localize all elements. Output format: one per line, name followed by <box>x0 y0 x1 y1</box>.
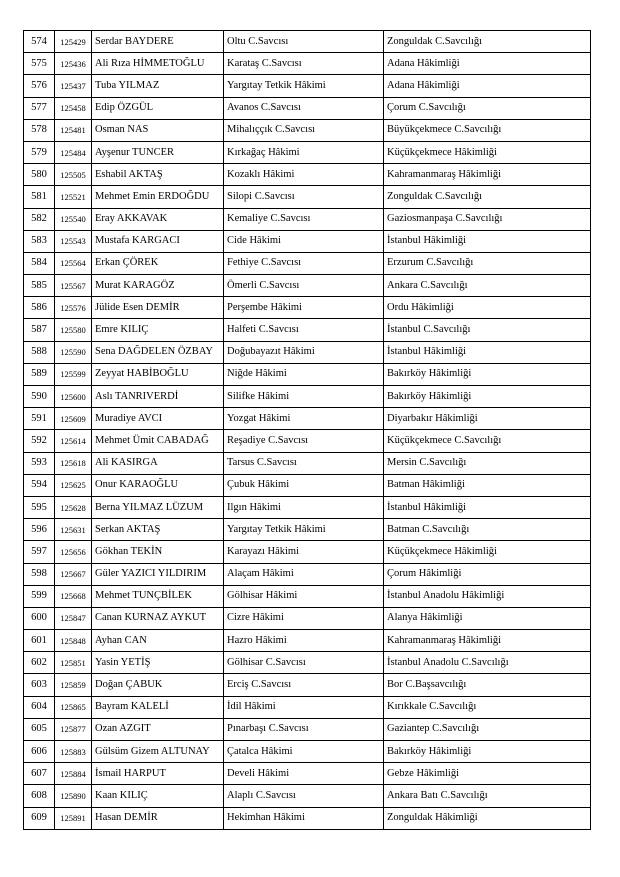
current-post-cell: Perşembe Hâkimi <box>224 297 384 319</box>
new-post-cell: Bakırköy Hâkimliği <box>384 741 591 763</box>
person-name-cell: Yasin YETİŞ <box>92 652 224 674</box>
current-post-cell: Yargıtay Tetkik Hâkimi <box>224 75 384 97</box>
current-post-cell: Erciş C.Savcısı <box>224 674 384 696</box>
new-post-cell: Ordu Hâkimliği <box>384 297 591 319</box>
registry-number-cell: 125628 <box>55 496 92 518</box>
table-row <box>24 452 591 474</box>
row-number-cell: 579 <box>24 141 55 163</box>
person-name-cell: Mehmet Ümit CABADAĞ <box>92 430 224 452</box>
registry-number-cell: 125543 <box>55 230 92 252</box>
person-name-cell: Ali KASIRGA <box>92 452 224 474</box>
row-number-cell: 575 <box>24 53 55 75</box>
table-row <box>24 785 591 807</box>
registry-number-cell: 125625 <box>55 474 92 496</box>
registry-number-cell: 125481 <box>55 119 92 141</box>
table-row <box>24 630 591 652</box>
person-name-cell: Berna YILMAZ LÜZUM <box>92 496 224 518</box>
current-post-cell: Pınarbaşı C.Savcısı <box>224 718 384 740</box>
person-name-cell: Zeyyat HABİBOĞLU <box>92 363 224 385</box>
new-post-cell: Gaziosmanpaşa C.Savcılığı <box>384 208 591 230</box>
person-name-cell: Edip ÖZGÜL <box>92 97 224 119</box>
registry-number-cell: 125859 <box>55 674 92 696</box>
current-post-cell: Develi Hâkimi <box>224 763 384 785</box>
registry-number-cell: 125505 <box>55 164 92 186</box>
row-number-cell: 600 <box>24 607 55 629</box>
person-name-cell: Bayram KALELİ <box>92 696 224 718</box>
row-number-cell: 606 <box>24 741 55 763</box>
table-row <box>24 763 591 785</box>
new-post-cell: Küçükçekmece Hâkimliği <box>384 541 591 563</box>
current-post-cell: Hekimhan Hâkimi <box>224 807 384 829</box>
current-post-cell: Ömerli C.Savcısı <box>224 275 384 297</box>
current-post-cell: Gölhisar C.Savcısı <box>224 652 384 674</box>
row-number-cell: 609 <box>24 807 55 829</box>
registry-number-cell: 125890 <box>55 785 92 807</box>
row-number-cell: 584 <box>24 252 55 274</box>
person-name-cell: Ayhan CAN <box>92 630 224 652</box>
new-post-cell: Bor C.Başsavcılığı <box>384 674 591 696</box>
registry-number-cell: 125614 <box>55 430 92 452</box>
registry-number-cell: 125564 <box>55 252 92 274</box>
table-row <box>24 186 591 208</box>
new-post-cell: Alanya Hâkimliği <box>384 607 591 629</box>
table-row <box>24 208 591 230</box>
table-row <box>24 341 591 363</box>
new-post-cell: Diyarbakır Hâkimliği <box>384 408 591 430</box>
current-post-cell: Çubuk Hâkimi <box>224 474 384 496</box>
current-post-cell: Yozgat Hâkimi <box>224 408 384 430</box>
table-row <box>24 519 591 541</box>
person-name-cell: Sena DAĞDELEN ÖZBAY <box>92 341 224 363</box>
table-row <box>24 474 591 496</box>
table-row <box>24 97 591 119</box>
registry-number-cell: 125884 <box>55 763 92 785</box>
new-post-cell: Ankara Batı C.Savcılığı <box>384 785 591 807</box>
new-post-cell: Küçükçekmece Hâkimliği <box>384 141 591 163</box>
table-row <box>24 252 591 274</box>
person-name-cell: Eray AKKAVAK <box>92 208 224 230</box>
registry-number-cell: 125667 <box>55 563 92 585</box>
current-post-cell: Cizre Hâkimi <box>224 607 384 629</box>
current-post-cell: Karayazı Hâkimi <box>224 541 384 563</box>
table-row <box>24 386 591 408</box>
registry-number-cell: 125847 <box>55 607 92 629</box>
row-number-cell: 605 <box>24 718 55 740</box>
new-post-cell: Kahramanmaraş Hâkimliği <box>384 630 591 652</box>
registry-number-cell: 125540 <box>55 208 92 230</box>
row-number-cell: 592 <box>24 430 55 452</box>
current-post-cell: Çatalca Hâkimi <box>224 741 384 763</box>
current-post-cell: Karataş C.Savcısı <box>224 53 384 75</box>
row-number-cell: 580 <box>24 164 55 186</box>
current-post-cell: Mihalıççık C.Savcısı <box>224 119 384 141</box>
person-name-cell: Doğan ÇABUK <box>92 674 224 696</box>
row-number-cell: 596 <box>24 519 55 541</box>
registry-number-cell: 125877 <box>55 718 92 740</box>
person-name-cell: Hasan DEMİR <box>92 807 224 829</box>
current-post-cell: Alaçam Hâkimi <box>224 563 384 585</box>
new-post-cell: İstanbul Hâkimliği <box>384 230 591 252</box>
person-name-cell: Güler YAZICI YILDIRIM <box>92 563 224 585</box>
current-post-cell: Halfeti C.Savcısı <box>224 319 384 341</box>
current-post-cell: İdil Hâkimi <box>224 696 384 718</box>
person-name-cell: Muradiye AVCI <box>92 408 224 430</box>
table-row <box>24 119 591 141</box>
row-number-cell: 585 <box>24 275 55 297</box>
table-row <box>24 807 591 829</box>
registry-number-cell: 125580 <box>55 319 92 341</box>
new-post-cell: Gebze Hâkimliği <box>384 763 591 785</box>
current-post-cell: Avanos C.Savcısı <box>224 97 384 119</box>
table-row <box>24 541 591 563</box>
person-name-cell: Gülsüm Gizem ALTUNAY <box>92 741 224 763</box>
registry-number-cell: 125883 <box>55 741 92 763</box>
row-number-cell: 595 <box>24 496 55 518</box>
table-row <box>24 607 591 629</box>
row-number-cell: 588 <box>24 341 55 363</box>
new-post-cell: Kahramanmaraş Hâkimliği <box>384 164 591 186</box>
row-number-cell: 581 <box>24 186 55 208</box>
new-post-cell: Zonguldak Hâkimliği <box>384 807 591 829</box>
new-post-cell: İstanbul C.Savcılığı <box>384 319 591 341</box>
new-post-cell: İstanbul Anadolu Hâkimliği <box>384 585 591 607</box>
new-post-cell: Zonguldak C.Savcılığı <box>384 31 591 53</box>
person-name-cell: Ali Rıza HİMMETOĞLU <box>92 53 224 75</box>
current-post-cell: Ilgın Hâkimi <box>224 496 384 518</box>
new-post-cell: Batman Hâkimliği <box>384 474 591 496</box>
registry-number-cell: 125429 <box>55 31 92 53</box>
registry-number-cell: 125865 <box>55 696 92 718</box>
person-name-cell: İsmail HARPUT <box>92 763 224 785</box>
row-number-cell: 597 <box>24 541 55 563</box>
appointment-table <box>23 30 591 830</box>
row-number-cell: 578 <box>24 119 55 141</box>
person-name-cell: Kaan KILIÇ <box>92 785 224 807</box>
registry-number-cell: 125458 <box>55 97 92 119</box>
registry-number-cell: 125631 <box>55 519 92 541</box>
table-row <box>24 31 591 53</box>
new-post-cell: Büyükçekmece C.Savcılığı <box>384 119 591 141</box>
registry-number-cell: 125618 <box>55 452 92 474</box>
registry-number-cell: 125609 <box>55 408 92 430</box>
person-name-cell: Jülide Esen DEMİR <box>92 297 224 319</box>
table-row <box>24 363 591 385</box>
current-post-cell: Cide Hâkimi <box>224 230 384 252</box>
row-number-cell: 594 <box>24 474 55 496</box>
row-number-cell: 583 <box>24 230 55 252</box>
registry-number-cell: 125590 <box>55 341 92 363</box>
table-row <box>24 75 591 97</box>
table-row <box>24 652 591 674</box>
person-name-cell: Onur KARAOĞLU <box>92 474 224 496</box>
person-name-cell: Tuba YILMAZ <box>92 75 224 97</box>
person-name-cell: Mehmet Emin ERDOĞDU <box>92 186 224 208</box>
row-number-cell: 576 <box>24 75 55 97</box>
new-post-cell: Bakırköy Hâkimliği <box>384 386 591 408</box>
current-post-cell: Niğde Hâkimi <box>224 363 384 385</box>
row-number-cell: 599 <box>24 585 55 607</box>
table-row <box>24 430 591 452</box>
row-number-cell: 593 <box>24 452 55 474</box>
person-name-cell: Serdar BAYDERE <box>92 31 224 53</box>
new-post-cell: Ankara C.Savcılığı <box>384 275 591 297</box>
person-name-cell: Serkan AKTAŞ <box>92 519 224 541</box>
person-name-cell: Gökhan TEKİN <box>92 541 224 563</box>
new-post-cell: İstanbul Hâkimliği <box>384 496 591 518</box>
row-number-cell: 590 <box>24 386 55 408</box>
person-name-cell: Aslı TANRIVERDİ <box>92 386 224 408</box>
current-post-cell: Silopi C.Savcısı <box>224 186 384 208</box>
current-post-cell: Kemaliye C.Savcısı <box>224 208 384 230</box>
table-row <box>24 297 591 319</box>
person-name-cell: Emre KILIÇ <box>92 319 224 341</box>
row-number-cell: 589 <box>24 363 55 385</box>
current-post-cell: Silifke Hâkimi <box>224 386 384 408</box>
registry-number-cell: 125599 <box>55 363 92 385</box>
row-number-cell: 587 <box>24 319 55 341</box>
row-number-cell: 586 <box>24 297 55 319</box>
new-post-cell: Bakırköy Hâkimliği <box>384 363 591 385</box>
row-number-cell: 604 <box>24 696 55 718</box>
new-post-cell: Batman C.Savcılığı <box>384 519 591 541</box>
table-row <box>24 563 591 585</box>
new-post-cell: İstanbul Hâkimliği <box>384 341 591 363</box>
table-row <box>24 674 591 696</box>
row-number-cell: 582 <box>24 208 55 230</box>
current-post-cell: Gölhisar Hâkimi <box>224 585 384 607</box>
table-row <box>24 741 591 763</box>
row-number-cell: 603 <box>24 674 55 696</box>
person-name-cell: Erkan ÇÖREK <box>92 252 224 274</box>
new-post-cell: Küçükçekmece C.Savcılığı <box>384 430 591 452</box>
current-post-cell: Reşadiye C.Savcısı <box>224 430 384 452</box>
new-post-cell: Zonguldak C.Savcılığı <box>384 186 591 208</box>
current-post-cell: Alaplı C.Savcısı <box>224 785 384 807</box>
registry-number-cell: 125521 <box>55 186 92 208</box>
current-post-cell: Yargıtay Tetkik Hâkimi <box>224 519 384 541</box>
current-post-cell: Kozaklı Hâkimi <box>224 164 384 186</box>
row-number-cell: 591 <box>24 408 55 430</box>
table-body <box>24 31 591 830</box>
registry-number-cell: 125576 <box>55 297 92 319</box>
registry-number-cell: 125484 <box>55 141 92 163</box>
row-number-cell: 574 <box>24 31 55 53</box>
table-row <box>24 53 591 75</box>
new-post-cell: Adana Hâkimliği <box>384 53 591 75</box>
current-post-cell: Oltu C.Savcısı <box>224 31 384 53</box>
table-row <box>24 718 591 740</box>
row-number-cell: 577 <box>24 97 55 119</box>
table-row <box>24 496 591 518</box>
row-number-cell: 601 <box>24 630 55 652</box>
table-row <box>24 585 591 607</box>
row-number-cell: 607 <box>24 763 55 785</box>
registry-number-cell: 125851 <box>55 652 92 674</box>
row-number-cell: 608 <box>24 785 55 807</box>
registry-number-cell: 125848 <box>55 630 92 652</box>
new-post-cell: Çorum C.Savcılığı <box>384 97 591 119</box>
registry-number-cell: 125656 <box>55 541 92 563</box>
registry-number-cell: 125437 <box>55 75 92 97</box>
registry-number-cell: 125567 <box>55 275 92 297</box>
table-row <box>24 141 591 163</box>
current-post-cell: Kırkağaç Hâkimi <box>224 141 384 163</box>
row-number-cell: 598 <box>24 563 55 585</box>
new-post-cell: Gaziantep C.Savcılığı <box>384 718 591 740</box>
table-row <box>24 696 591 718</box>
table-row <box>24 319 591 341</box>
person-name-cell: Mehmet TUNÇBİLEK <box>92 585 224 607</box>
person-name-cell: Murat KARAGÖZ <box>92 275 224 297</box>
registry-number-cell: 125668 <box>55 585 92 607</box>
new-post-cell: Adana Hâkimliği <box>384 75 591 97</box>
person-name-cell: Ayşenur TUNCER <box>92 141 224 163</box>
current-post-cell: Fethiye C.Savcısı <box>224 252 384 274</box>
new-post-cell: Erzurum C.Savcılığı <box>384 252 591 274</box>
current-post-cell: Doğubayazıt Hâkimi <box>224 341 384 363</box>
registry-number-cell: 125891 <box>55 807 92 829</box>
new-post-cell: Kırıkkale C.Savcılığı <box>384 696 591 718</box>
table-row <box>24 230 591 252</box>
table-row <box>24 275 591 297</box>
new-post-cell: Mersin C.Savcılığı <box>384 452 591 474</box>
table-row <box>24 408 591 430</box>
person-name-cell: Eshabil AKTAŞ <box>92 164 224 186</box>
table-row <box>24 164 591 186</box>
person-name-cell: Canan KURNAZ AYKUT <box>92 607 224 629</box>
person-name-cell: Osman NAS <box>92 119 224 141</box>
current-post-cell: Hazro Hâkimi <box>224 630 384 652</box>
person-name-cell: Mustafa KARGACI <box>92 230 224 252</box>
row-number-cell: 602 <box>24 652 55 674</box>
new-post-cell: Çorum Hâkimliği <box>384 563 591 585</box>
current-post-cell: Tarsus C.Savcısı <box>224 452 384 474</box>
new-post-cell: İstanbul Anadolu C.Savcılığı <box>384 652 591 674</box>
person-name-cell: Ozan AZGIT <box>92 718 224 740</box>
registry-number-cell: 125600 <box>55 386 92 408</box>
registry-number-cell: 125436 <box>55 53 92 75</box>
